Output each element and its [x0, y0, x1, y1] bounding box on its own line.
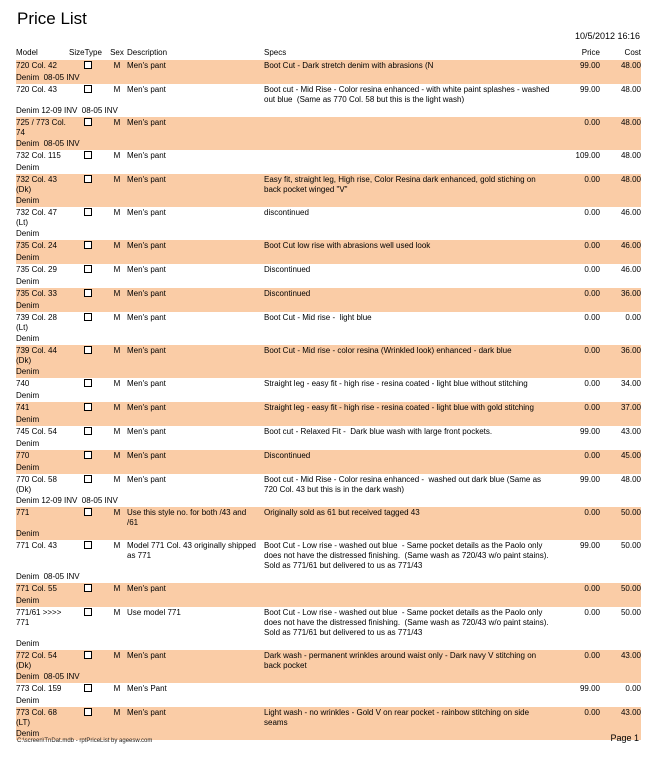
sizetype-checkbox[interactable] — [84, 475, 92, 483]
record-category-line: Denim 08-05 INV — [16, 73, 80, 82]
cell-sex: M — [113, 651, 121, 660]
cell-price: 0.00 — [584, 118, 600, 127]
sizetype-checkbox[interactable] — [84, 684, 92, 692]
sizetype-checkbox[interactable] — [84, 379, 92, 387]
cell-sex: M — [113, 608, 121, 617]
cell-description: Men's pant — [127, 346, 166, 355]
cell-price: 0.00 — [584, 346, 600, 355]
cell-description: Men's pant — [127, 118, 166, 127]
cell-specs: Boot cut - Mid Rise - Color resina enhanced - with white paint splashes - washed out blue (Same as 770 Col. 58 but this is the light wash) — [264, 85, 552, 104]
cell-description: Use this style no. for both /43 and /61 — [127, 508, 247, 527]
sizetype-checkbox[interactable] — [84, 118, 92, 126]
cell-model: 735 Col. 33 — [16, 289, 57, 298]
cell-sex: M — [113, 584, 121, 593]
sizetype-checkbox[interactable] — [84, 651, 92, 659]
cell-sex: M — [113, 508, 121, 517]
cell-price: 109.00 — [575, 151, 600, 160]
cell-description: Men's pant — [127, 708, 166, 717]
cell-specs: Discontinued — [264, 289, 311, 298]
cell-sizetype — [69, 175, 107, 186]
cell-sex: M — [113, 684, 121, 693]
sizetype-checkbox[interactable] — [84, 85, 92, 93]
cell-sizetype — [69, 584, 107, 595]
cell-model: 725 / 773 Col. 74 — [16, 118, 66, 137]
cell-description: Men's Pant — [127, 684, 167, 693]
record-category-line: Denim — [16, 696, 40, 705]
cell-price: 99.00 — [579, 475, 600, 484]
table-header — [16, 48, 641, 58]
cell-description: Men's pant — [127, 241, 166, 250]
table-row — [16, 150, 641, 174]
cell-cost: 48.00 — [620, 85, 641, 94]
record-main-line — [16, 85, 641, 105]
cell-cost: 45.00 — [620, 451, 641, 460]
cell-cost: 43.00 — [620, 708, 641, 717]
cell-sizetype — [69, 403, 107, 414]
column-header-model: Model — [16, 48, 38, 57]
cell-specs: Originally sold as 61 but received tagged 43 — [264, 508, 420, 517]
sizetype-checkbox[interactable] — [84, 241, 92, 249]
cell-specs: Straight leg - easy fit - high rise - resina coated - light blue with gold stitching — [264, 403, 534, 412]
cell-model: 732 Col. 115 — [16, 151, 61, 160]
table-row — [16, 288, 641, 312]
cell-model: 773 Col. 68 (LT) — [16, 708, 57, 727]
cell-specs: Discontinued — [264, 265, 311, 274]
cell-cost: 43.00 — [620, 427, 641, 436]
record-category-line: Denim — [16, 639, 40, 648]
record-category-line: Denim — [16, 529, 40, 538]
cell-sex: M — [113, 475, 121, 484]
cell-specs: Boot Cut - Dark stretch denim with abrasions (N — [264, 61, 434, 70]
cell-cost: 46.00 — [620, 265, 641, 274]
sizetype-checkbox[interactable] — [84, 265, 92, 273]
cell-price: 99.00 — [579, 541, 600, 550]
record-category-line: Denim 12-09 INV 08-05 INV — [16, 106, 118, 115]
cell-sizetype — [69, 684, 107, 695]
cell-model: 720 Col. 43 — [16, 85, 57, 94]
sizetype-checkbox[interactable] — [84, 608, 92, 616]
record-main-line — [16, 508, 641, 528]
record-category-line: Denim — [16, 253, 40, 262]
cell-specs: Boot Cut low rise with abrasions well used look — [264, 241, 431, 250]
cell-specs: Straight leg - easy fit - high rise - resina coated - light blue without stitching — [264, 379, 528, 388]
report-datetime: 10/5/2012 16:16 — [574, 31, 640, 41]
cell-description: Men's pant — [127, 584, 166, 593]
cell-sizetype — [69, 451, 107, 462]
table-row — [16, 450, 641, 474]
record-main-line — [16, 289, 641, 300]
cell-description: Model 771 Col. 43 originally shipped as 771 — [127, 541, 256, 560]
page-number: Page 1 — [610, 733, 639, 743]
cell-specs: Discontinued — [264, 451, 311, 460]
sizetype-checkbox[interactable] — [84, 541, 92, 549]
cell-description: Men's pant — [127, 85, 166, 94]
record-category-line: Denim — [16, 415, 40, 424]
record-main-line — [16, 451, 641, 462]
cell-price: 0.00 — [584, 241, 600, 250]
cell-model: 771 Col. 43 — [16, 541, 57, 550]
record-category-line: Denim 08-05 INV — [16, 139, 80, 148]
cell-model: 772 Col. 54 (Dk) — [16, 651, 57, 670]
cell-price: 0.00 — [584, 379, 600, 388]
cell-model: 739 Col. 44 (Dk) — [16, 346, 57, 365]
cell-cost: 37.00 — [620, 403, 641, 412]
cell-sex: M — [113, 403, 121, 412]
record-main-line — [16, 541, 641, 571]
table-row — [16, 264, 641, 288]
cell-description: Men's pant — [127, 313, 166, 322]
record-category-line: Denim — [16, 196, 40, 205]
table-body — [16, 60, 641, 740]
cell-specs: Dark wash - permanent wrinkles around waist only - Dark navy V stitching on back pocket — [264, 651, 539, 670]
table-row — [16, 378, 641, 402]
cell-sex: M — [113, 708, 121, 717]
cell-cost: 48.00 — [620, 475, 641, 484]
table-row — [16, 60, 641, 84]
cell-cost: 48.00 — [620, 118, 641, 127]
cell-price: 99.00 — [579, 427, 600, 436]
cell-sizetype — [69, 265, 107, 276]
table-row — [16, 207, 641, 240]
sizetype-checkbox[interactable] — [84, 151, 92, 159]
record-category-line: Denim — [16, 391, 40, 400]
record-main-line — [16, 265, 641, 276]
cell-sizetype — [69, 85, 107, 96]
cell-cost: 43.00 — [620, 651, 641, 660]
cell-price: 0.00 — [584, 313, 600, 322]
record-category-line: Denim 08-05 INV — [16, 672, 80, 681]
cell-cost: 0.00 — [625, 684, 641, 693]
record-main-line — [16, 118, 641, 138]
cell-specs: Easy fit, straight leg, High rise, Color Resina dark enhanced, gold stiching on back pocket winged "V" — [264, 175, 538, 194]
record-category-line: Denim — [16, 277, 40, 286]
cell-price: 99.00 — [579, 684, 600, 693]
cell-sex: M — [113, 541, 121, 550]
column-header-cost: Cost — [624, 48, 641, 57]
cell-price: 0.00 — [584, 708, 600, 717]
cell-cost: 48.00 — [620, 151, 641, 160]
cell-price: 0.00 — [584, 508, 600, 517]
cell-cost: 50.00 — [620, 508, 641, 517]
cell-description: Men's pant — [127, 208, 166, 217]
column-header-price: Price — [581, 48, 600, 57]
record-main-line — [16, 208, 641, 228]
record-main-line — [16, 313, 641, 333]
cell-description: Men's pant — [127, 403, 166, 412]
cell-price: 0.00 — [584, 265, 600, 274]
cell-specs: Boot Cut - Mid rise - light blue — [264, 313, 372, 322]
record-main-line — [16, 475, 641, 495]
cell-sex: M — [113, 151, 121, 160]
cell-sex: M — [113, 118, 121, 127]
record-category-line: Denim — [16, 163, 40, 172]
cell-sizetype — [69, 475, 107, 486]
cell-description: Men's pant — [127, 289, 166, 298]
table-row — [16, 474, 641, 507]
sizetype-checkbox[interactable] — [84, 175, 92, 183]
record-category-line: Denim — [16, 463, 40, 472]
record-main-line — [16, 608, 641, 638]
cell-description: Men's pant — [127, 265, 166, 274]
cell-model: 770 — [16, 451, 30, 460]
cell-sex: M — [113, 289, 121, 298]
price-table — [16, 48, 641, 740]
cell-sizetype — [69, 346, 107, 357]
cell-model: 732 Col. 47 (Lt) — [16, 208, 57, 227]
table-row — [16, 84, 641, 117]
record-main-line — [16, 403, 641, 414]
cell-model: 735 Col. 29 — [16, 265, 57, 274]
cell-specs: Boot Cut - Low rise - washed out blue - Same pocket details as the Paolo only does not have the distressed finishing. (Same wash as 720/43 w/o paint stains). Sold as 771/61 but delivered to us as 771/43 — [264, 608, 551, 637]
cell-description: Men's pant — [127, 151, 166, 160]
cell-cost: 46.00 — [620, 241, 641, 250]
sizetype-checkbox[interactable] — [84, 313, 92, 321]
cell-specs: Light wash - no wrinkles - Gold V on rear pocket - rainbow stitching on side seams — [264, 708, 532, 727]
table-row — [16, 583, 641, 607]
cell-sex: M — [113, 208, 121, 217]
cell-sex: M — [113, 61, 121, 70]
cell-sex: M — [113, 451, 121, 460]
cell-specs: Boot cut - Mid Rise - Color resina enhanced - washed out dark blue (Same as 720 Col. 43 but this is in the dark wash) — [264, 475, 544, 494]
record-main-line — [16, 379, 641, 390]
cell-sizetype — [69, 313, 107, 324]
cell-sex: M — [113, 379, 121, 388]
table-row — [16, 707, 641, 740]
cell-model: 739 Col. 28 (Lt) — [16, 313, 57, 332]
cell-cost: 50.00 — [620, 541, 641, 550]
cell-model: 773 Col. 159 — [16, 684, 62, 693]
record-main-line — [16, 427, 641, 438]
cell-sizetype — [69, 427, 107, 438]
cell-model: 740 — [16, 379, 30, 388]
table-row — [16, 683, 641, 707]
report-file-path: C:\screen\TnDat.mdb - rptPriceList by ageesw.com — [17, 738, 153, 744]
table-row — [16, 540, 641, 583]
cell-cost: 48.00 — [620, 61, 641, 70]
record-category-line: Denim 12-09 INV 08-05 INV — [16, 496, 118, 505]
record-category-line: Denim — [16, 439, 40, 448]
sizetype-checkbox[interactable] — [84, 708, 92, 716]
table-row — [16, 312, 641, 345]
table-row — [16, 426, 641, 450]
sizetype-checkbox[interactable] — [84, 584, 92, 592]
cell-sizetype — [69, 608, 107, 619]
cell-model: 741 — [16, 403, 30, 412]
table-row — [16, 345, 641, 378]
table-row — [16, 650, 641, 683]
cell-description: Men's pant — [127, 175, 166, 184]
cell-sex: M — [113, 241, 121, 250]
cell-model: 770 Col. 58 (Dk) — [16, 475, 57, 494]
cell-cost: 50.00 — [620, 584, 641, 593]
record-main-line — [16, 241, 641, 252]
cell-model: 732 Col. 43 (Dk) — [16, 175, 57, 194]
column-header-sizetype: SizeType — [69, 48, 102, 57]
record-category-line: Denim — [16, 729, 40, 738]
cell-sizetype — [69, 541, 107, 552]
cell-cost: 36.00 — [620, 346, 641, 355]
record-main-line — [16, 61, 641, 72]
cell-cost: 48.00 — [620, 175, 641, 184]
table-row — [16, 174, 641, 207]
cell-sex: M — [113, 313, 121, 322]
cell-cost: 50.00 — [620, 608, 641, 617]
cell-price: 0.00 — [584, 584, 600, 593]
record-category-line: Denim — [16, 301, 40, 310]
sizetype-checkbox[interactable] — [84, 508, 92, 516]
record-category-line: Denim — [16, 596, 40, 605]
cell-description: Use model 771 — [127, 608, 181, 617]
cell-sizetype — [69, 61, 107, 72]
record-category-line: Denim — [16, 334, 40, 343]
cell-price: 0.00 — [584, 208, 600, 217]
cell-cost: 34.00 — [620, 379, 641, 388]
cell-description: Men's pant — [127, 651, 166, 660]
cell-description: Men's pant — [127, 379, 166, 388]
cell-sizetype — [69, 651, 107, 662]
record-main-line — [16, 346, 641, 366]
cell-sizetype — [69, 118, 107, 129]
cell-price: 0.00 — [584, 175, 600, 184]
column-header-description: Description — [127, 48, 168, 57]
cell-price: 0.00 — [584, 289, 600, 298]
cell-cost: 46.00 — [620, 208, 641, 217]
cell-price: 0.00 — [584, 451, 600, 460]
sizetype-checkbox[interactable] — [84, 61, 92, 69]
record-category-line: Denim — [16, 229, 40, 238]
cell-price: 0.00 — [584, 403, 600, 412]
cell-price: 99.00 — [579, 61, 600, 70]
cell-model: 745 Col. 54 — [16, 427, 57, 436]
record-main-line — [16, 151, 641, 162]
cell-sex: M — [113, 427, 121, 436]
sizetype-checkbox[interactable] — [84, 289, 92, 297]
record-main-line — [16, 175, 641, 195]
column-header-sex: Sex — [110, 48, 124, 57]
cell-model: 771 — [16, 508, 30, 517]
record-main-line — [16, 651, 641, 671]
cell-price: 0.00 — [584, 651, 600, 660]
cell-sizetype — [69, 508, 107, 519]
cell-sizetype — [69, 151, 107, 162]
table-row — [16, 507, 641, 540]
cell-sex: M — [113, 265, 121, 274]
cell-model: 735 Col. 24 — [16, 241, 57, 250]
cell-sex: M — [113, 85, 121, 94]
cell-sizetype — [69, 208, 107, 219]
cell-description: Men's pant — [127, 427, 166, 436]
sizetype-checkbox[interactable] — [84, 451, 92, 459]
sizetype-checkbox[interactable] — [84, 403, 92, 411]
table-row — [16, 402, 641, 426]
table-row — [16, 607, 641, 650]
record-category-line: Denim — [16, 367, 40, 376]
table-row — [16, 117, 641, 150]
cell-cost: 0.00 — [625, 313, 641, 322]
cell-specs: Boot cut - Relaxed Fit - Dark blue wash with large front pockets. — [264, 427, 493, 436]
cell-sizetype — [69, 379, 107, 390]
record-category-line: Denim 08-05 INV — [16, 572, 80, 581]
cell-description: Men's pant — [127, 61, 166, 70]
cell-sizetype — [69, 289, 107, 300]
record-main-line — [16, 584, 641, 595]
cell-specs: Boot Cut - Mid rise - color resina (Wrinkled look) enhanced - dark blue — [264, 346, 512, 355]
cell-sizetype — [69, 708, 107, 719]
table-row — [16, 240, 641, 264]
cell-model: 771/61 >>>> 771 — [16, 608, 62, 627]
sizetype-checkbox[interactable] — [84, 208, 92, 216]
cell-description: Men's pant — [127, 475, 166, 484]
cell-model: 771 Col. 55 — [16, 584, 57, 593]
cell-specs: discontinued — [264, 208, 309, 217]
cell-cost: 36.00 — [620, 289, 641, 298]
cell-price: 99.00 — [579, 85, 600, 94]
page-title: Price List — [17, 9, 87, 28]
cell-model: 720 Col. 42 — [16, 61, 57, 70]
cell-sex: M — [113, 346, 121, 355]
cell-specs: Boot Cut - Low rise - washed out blue - Same pocket details as the Paolo only does not have the distressed finishing. (Same wash as 720/43 w/o paint stains). Sold as 771/61 but delivered to us as 771/43 — [264, 541, 551, 570]
record-main-line — [16, 708, 641, 728]
cell-price: 0.00 — [584, 608, 600, 617]
column-header-specs: Specs — [264, 48, 287, 57]
cell-sex: M — [113, 175, 121, 184]
cell-description: Men's pant — [127, 451, 166, 460]
cell-sizetype — [69, 241, 107, 252]
sizetype-checkbox[interactable] — [84, 346, 92, 354]
record-main-line — [16, 684, 641, 695]
sizetype-checkbox[interactable] — [84, 427, 92, 435]
